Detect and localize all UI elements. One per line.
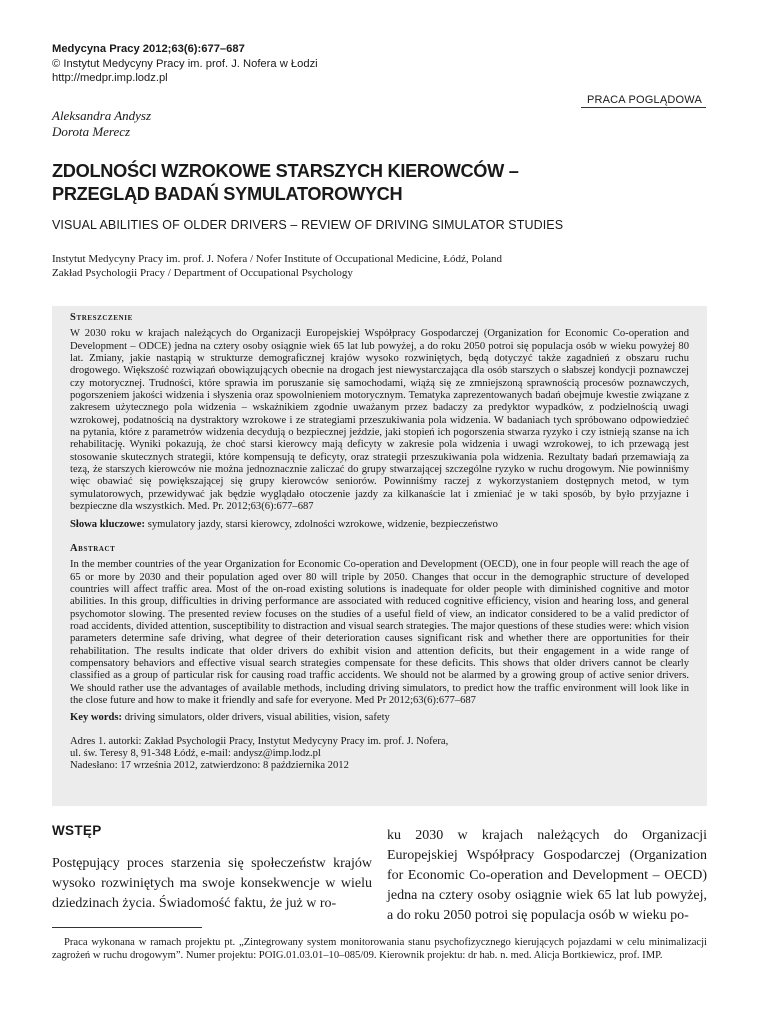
contact-line: ul. św. Teresy 8, 91-348 Łódź, e-mail: andysz@imp.lodz.pl	[70, 748, 321, 759]
abstract-box	[52, 306, 707, 806]
affiliation-line: Zakład Psychologii Pracy / Department of Occupational Psychology	[52, 266, 353, 279]
author-name: Dorota Merecz	[52, 124, 131, 139]
journal-header	[52, 42, 318, 86]
keywords-en-list: driving simulators, older drivers, visual abilities, vision, safety	[124, 712, 390, 724]
affiliations	[52, 253, 502, 281]
correspondence	[70, 736, 689, 773]
streszczenie-heading: Streszczenie	[70, 312, 133, 323]
streszczenie-text: W 2030 roku w krajach należących do Organizacji Europejskiej Współpracy Gospodarczej (Organization for Economic Co-operation and Development – ODCE) jedna na cztery osoby osiągnie wiek 65 lat lub powyżej, a do roku 2050 potroi się populacja osób w wieku powyżej 80 lat. Zmiany, jakie nastąpią w strukturze demograficznej krajów wysoko rozwiniętych, będą dotyczyć także zagadnień z obszaru ruchu drogowego. Większość rozwiązań obowiązujących obecnie na drogach jest niewystarczająca dla osób starszych o słabszej kondycji poznawczej czy motorycznej. Trudności, które sprawia im poruszanie się samochodami, wiążą się ze zmniejszoną sprawnością procesów poznawczych, pogorszeniem jakości widzenia i słyszenia oraz spowolnieniem motorycznym. Tematyka zaprezentowanych badań obejmuje kwestie związane z zakresem użytecznego pola widzenia – wskaźnikiem zgodnie uważanym przez badaczy za predyktor wypadków, z podzielnością uwagi wzrokowej, podatnością na dystraktory wzrokowe i ze strategiami przeszukiwania pola widzenia. W badaniach tych spróbowano odpowiedzieć na pytania, które z parametrów widzenia decydują o bezpiecznej jeździe, jaki stopień ich pogorszenia stwarza ryzyko i czy istnieją szanse na ich rehabilitację. Wyniki pokazują, że choć starsi kierowcy mają deficyty w zakresie pola widzenia i uwagi wzrokowej, to ich przewagą jest stosowanie skutecznych strategii, które kompensują te deficyty, oraz strategii przeszukiwania pola widzenia. Rezultaty badań przemawiają za tezą, że starszych kierowców nie można jednoznacznie zaliczać do grupy stwarzającej szczególne ryzyko w ruchu drogowym. Nie powinniśmy więc obawiać się powiększającej się grupy kierowców seniorów. Powinniśmy raczej z wykorzystaniem dostępnych metod, w tym symulatorowych, przewidywać jak będzie wyglądało otoczenie jazdy za kilkanaście lat i zmieniać je w taki sposób, by było przyjazne i bezpieczne dla wszystkich. Med. Pr. 2012;63(6):677–687	[70, 328, 689, 513]
journal-title: Medycyna Pracy 2012;63(6):677–687	[52, 43, 245, 55]
body-paragraph: ku 2030 w krajach należących do Organizacji Europejskiej Współpracy Gospodarczej (Organization for Economic Co-operation and Development – OECD) jedna na cztery osoby osiągnie wiek 65 lat lub powyżej, a do roku 2050 potroi się populacja osób w wieku po-	[387, 828, 707, 923]
contact-line: Nadesłano: 17 września 2012, zatwierdzono: 8 października 2012	[70, 760, 349, 772]
title-line: PRZEGLĄD BADAŃ SYMULATOROWYCH	[52, 183, 403, 204]
article-type-label: PRACA POGLĄDOWA	[581, 93, 706, 108]
author-name: Aleksandra Andysz	[52, 108, 152, 123]
title-english: VISUAL ABILITIES OF OLDER DRIVERS – REVIEW OF DRIVING SIMULATOR STUDIES	[52, 218, 564, 232]
journal-url[interactable]: http://medpr.imp.lodz.pl	[52, 72, 168, 84]
body-column-left	[52, 823, 372, 914]
body-paragraph: Postępujący proces starzenia się społeczeństw krajów wysoko rozwiniętych ma swoje konsekwencje w wielu dziedzinach życia. Świadomość faktu, że już w ro-	[52, 856, 372, 911]
title-line: ZDOLNOŚCI WZROKOWE STARSZYCH KIEROWCÓW –	[52, 161, 519, 181]
keywords-pl	[70, 519, 689, 531]
footnote-divider	[52, 927, 202, 928]
keywords-en-label: Key words:	[70, 712, 123, 724]
keywords-en	[70, 712, 689, 724]
copyright-line: © Instytut Medycyny Pracy im. prof. J. Nofera w Łodzi	[52, 57, 318, 70]
footnote: Praca wykonana w ramach projektu pt. „Zintegrowany system monitorowania stanu psychofizycznego kierujących pojazdami w celu minimalizacji zagrożeń w ruchu drogowym”. Numer projektu: POIG.01.03.01–10–085/09. Kierownik projektu: dr hab. n. med. Alicja Bortkiewicz, prof. IMP.	[52, 937, 707, 961]
keywords-pl-label: Słowa kluczowe:	[70, 518, 146, 530]
affiliation-line: Instytut Medycyny Pracy im. prof. J. Nofera / Nofer Institute of Occupational Medicine, Łódź, Poland	[52, 253, 502, 265]
abstract-text: In the member countries of the year Organization for Economic Co-operation and Development (OECD), one in four people will reach the age of 65 or more by 2030 and their population aged over 80 will triple by 2050. Changes that occur in the demographic structure of developed countries will affect traffic area. Most of the on-road existing solutions is inadequate for older people with diminished cognitive and motor abilities. In this group, difficulties in driving performance are associated with reduced cognitive efficiency, vision and hearing loss, and general psychomotor slowing. The presented review focuses on the studies of a useful field of view, an indicator considered to be a valid predictor of road accidents, divided attention, susceptibility to distraction and visual search strategies. The major questions of these studies were: which vision parameters determine safe driving, what degree of their deterioration causes significant risk and whether there are opportunities for their rehabilitation. The results indicate that older drivers do exhibit vision and attention deficits, but their engagement in a wide range of compensatory behaviors and effective visual search strategies compensate for these deficits. This shows that older drivers cannot be clearly classified as a group of particular risk for causing road traffic accidents. We should not be alarmed by a growing group of active senior drivers. We should rather use the advantages of available methods, including driving simulators, to predict how the traffic environment will look like in the close future and how to make it friendly and safe for everyone. Med Pr 2012;63(6):677–687	[70, 559, 689, 706]
body-column-right	[387, 826, 707, 926]
contact-line: Adres 1. autorki: Zakład Psychologii Pracy, Instytut Medycyny Pracy im. prof. J. Nofera,	[70, 735, 449, 747]
title-polish	[52, 160, 712, 205]
keywords-pl-list: symulatory jazdy, starsi kierowcy, zdolności wzrokowe, widzenie, bezpieczeństwo	[147, 518, 498, 530]
section-heading: WSTĘP	[52, 823, 102, 838]
abstract-heading: Abstract	[70, 542, 116, 554]
authors	[52, 108, 151, 140]
abstract-box-content	[70, 312, 689, 773]
